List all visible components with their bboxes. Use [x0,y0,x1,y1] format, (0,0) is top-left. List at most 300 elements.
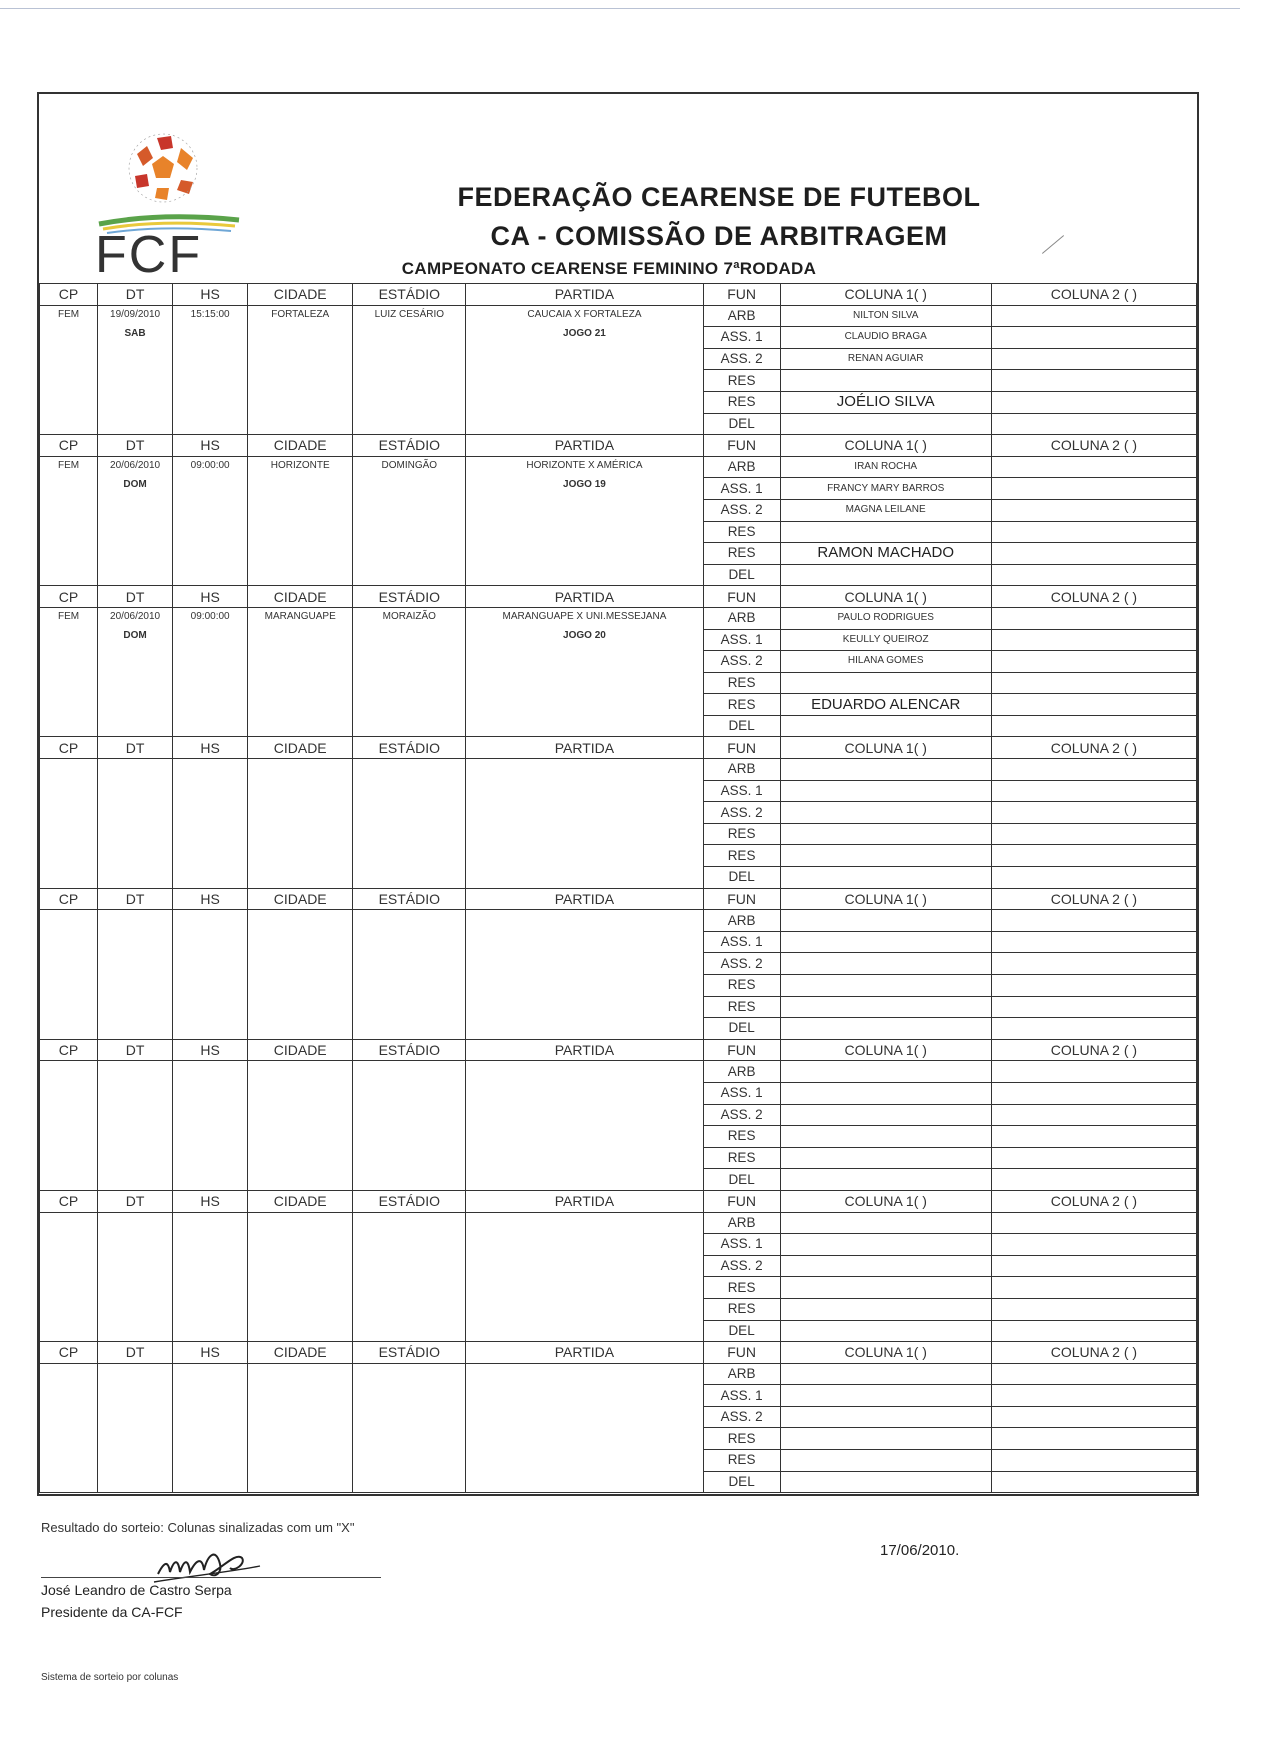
coluna2-cell [991,1212,1196,1234]
game-estadio-cell [353,1363,466,1493]
game-hs-cell [173,1363,248,1493]
col-header-coluna1: COLUNA 1( ) [780,737,991,759]
function-label: ASS. 1 [703,1234,780,1256]
official-name [780,780,991,802]
competition-title: CAMPEONATO CEARENSE FEMININO 7ªRODADA [401,259,817,278]
game-cidade: FORTALEZA [271,308,330,320]
col-header-fun: FUN [703,1190,780,1212]
game-dt-cell [98,1212,173,1342]
block-header-row [40,1190,1197,1212]
coluna2-cell [991,759,1196,781]
official-name [780,1428,991,1450]
game-hs-cell [173,607,248,737]
col-header-estadio: ESTÁDIO [353,435,466,457]
col-header-cp: CP [40,737,98,759]
coluna2-cell [991,370,1196,392]
game-hs-cell [173,1061,248,1191]
game-estadio-cell [353,1061,466,1191]
coluna2-cell [991,910,1196,932]
game-cidade-cell [248,1212,353,1342]
coluna2-cell [991,629,1196,651]
col-header-cp: CP [40,888,98,910]
game-cp-cell [40,1061,98,1191]
logo-text: FCF [95,226,203,276]
coluna2-cell [991,413,1196,435]
coluna2-cell [991,1061,1196,1083]
block-header-row [40,737,1197,759]
function-label: ARB [703,759,780,781]
game-dt-cell [98,305,173,435]
function-label: ASS. 1 [703,1385,780,1407]
col-header-cidade: CIDADE [248,284,353,306]
col-header-coluna1: COLUNA 1( ) [780,586,991,608]
block-header-row [40,1342,1197,1364]
coluna2-cell [991,543,1196,565]
col-header-partida: PARTIDA [466,1190,703,1212]
official-name: MAGNA LEILANE [780,499,991,521]
game-hs: 15:15:00 [190,308,230,320]
referee-schedule-table [39,283,1197,1493]
game-cp-cell [40,1212,98,1342]
official-name [780,413,991,435]
col-header-hs: HS [173,586,248,608]
col-header-dt: DT [98,1190,173,1212]
col-header-hs: HS [173,1039,248,1061]
official-row [40,1212,1197,1234]
coluna2-cell [991,1428,1196,1450]
coluna2-cell [991,1255,1196,1277]
official-name [780,931,991,953]
game-partida-cell [466,1363,703,1493]
official-name: EDUARDO ALENCAR [780,694,991,716]
coluna2-cell [991,953,1196,975]
col-header-estadio: ESTÁDIO [353,737,466,759]
coluna2-cell [991,564,1196,586]
game-estadio: LUIZ CESÁRIO [374,308,445,320]
game-dt-cell [98,759,173,889]
official-row [40,759,1197,781]
game-dt-cell [98,1061,173,1191]
game-cidade-cell [248,456,353,586]
col-header-partida: PARTIDA [466,1342,703,1364]
col-header-coluna2: COLUNA 2 ( ) [991,737,1196,759]
game-cidade-cell [248,1363,353,1493]
function-label: ASS. 2 [703,953,780,975]
game-estadio-cell [353,607,466,737]
official-name [780,1082,991,1104]
function-label: RES [703,1428,780,1450]
coluna2-cell [991,1298,1196,1320]
function-label: DEL [703,1471,780,1493]
col-header-coluna1: COLUNA 1( ) [780,1190,991,1212]
game-hs-cell [173,1212,248,1342]
col-header-cidade: CIDADE [248,888,353,910]
col-header-estadio: ESTÁDIO [353,1342,466,1364]
coluna2-cell [991,1104,1196,1126]
col-header-cp: CP [40,586,98,608]
col-header-coluna1: COLUNA 1( ) [780,1342,991,1364]
col-header-cidade: CIDADE [248,586,353,608]
function-label: RES [703,996,780,1018]
game-cp-cell [40,910,98,1040]
document-header [39,94,1197,284]
official-name [780,802,991,824]
game-dt: 19/09/2010 [110,308,161,320]
game-cidade-cell [248,910,353,1040]
coluna2-cell [991,1126,1196,1148]
game-day: DOM [123,478,147,490]
function-label: ASS. 2 [703,499,780,521]
col-header-coluna2: COLUNA 2 ( ) [991,284,1196,306]
function-label: ARB [703,1363,780,1385]
col-header-cp: CP [40,1190,98,1212]
coluna2-cell [991,823,1196,845]
block-header-row [40,888,1197,910]
official-row [40,1061,1197,1083]
col-header-fun: FUN [703,1342,780,1364]
col-header-hs: HS [173,737,248,759]
game-dt-cell [98,607,173,737]
col-header-cp: CP [40,1039,98,1061]
col-header-estadio: ESTÁDIO [353,586,466,608]
col-header-dt: DT [98,737,173,759]
official-row [40,305,1197,327]
official-name: CLAUDIO BRAGA [780,327,991,349]
col-header-partida: PARTIDA [466,435,703,457]
official-name: HILANA GOMES [780,651,991,673]
official-name [780,1450,991,1472]
col-header-partida: PARTIDA [466,586,703,608]
col-header-partida: PARTIDA [466,284,703,306]
col-header-fun: FUN [703,284,780,306]
game-cp: FEM [57,610,80,622]
block-header-row [40,1039,1197,1061]
official-row [40,1363,1197,1385]
col-header-hs: HS [173,888,248,910]
game-estadio-cell [353,456,466,586]
coluna2-cell [991,1363,1196,1385]
game-number: JOGO 20 [563,629,606,641]
game-cp: FEM [57,459,80,471]
function-label: RES [703,543,780,565]
function-label: RES [703,1450,780,1472]
game-partida-cell [466,456,703,586]
coluna2-cell [991,931,1196,953]
function-label: RES [703,975,780,997]
coluna2-cell [991,780,1196,802]
col-header-cidade: CIDADE [248,737,353,759]
official-name [780,975,991,997]
official-name [780,1320,991,1342]
game-hs-cell [173,456,248,586]
col-header-partida: PARTIDA [466,1039,703,1061]
col-header-partida: PARTIDA [466,888,703,910]
game-cidade: HORIZONTE [270,459,330,471]
scan-top-line [0,8,1240,9]
col-header-hs: HS [173,284,248,306]
official-name [780,953,991,975]
col-header-fun: FUN [703,737,780,759]
official-name [780,564,991,586]
col-header-dt: DT [98,586,173,608]
col-header-cidade: CIDADE [248,1039,353,1061]
col-header-dt: DT [98,435,173,457]
col-header-cidade: CIDADE [248,1342,353,1364]
game-cp-cell [40,305,98,435]
function-label: ASS. 2 [703,348,780,370]
official-name: IRAN ROCHA [780,456,991,478]
function-label: ASS. 2 [703,802,780,824]
function-label: RES [703,1126,780,1148]
game-hs: 09:00:00 [190,610,230,622]
block-header-row [40,284,1197,306]
game-hs-cell [173,759,248,889]
game-partida: HORIZONTE X AMÉRICA [526,459,643,471]
draw-result-note: Resultado do sorteio: Colunas sinalizadas com um "X" [41,1520,355,1535]
function-label: DEL [703,1320,780,1342]
col-header-coluna1: COLUNA 1( ) [780,1039,991,1061]
coluna2-cell [991,1169,1196,1191]
official-name [780,1018,991,1040]
col-header-cp: CP [40,284,98,306]
coluna2-cell [991,1018,1196,1040]
official-name [780,1255,991,1277]
commission-subtitle: CA - COMISSÃO DE ARBITRAGEM [490,221,948,251]
function-label: RES [703,391,780,413]
col-header-partida: PARTIDA [466,737,703,759]
col-header-cp: CP [40,1342,98,1364]
col-header-dt: DT [98,888,173,910]
coluna2-cell [991,499,1196,521]
coluna2-cell [991,672,1196,694]
function-label: RES [703,1277,780,1299]
game-cp-cell [40,607,98,737]
game-cidade-cell [248,759,353,889]
function-label: RES [703,845,780,867]
col-header-cidade: CIDADE [248,1190,353,1212]
coluna2-cell [991,348,1196,370]
game-estadio-cell [353,759,466,889]
game-dt: 20/06/2010 [110,610,161,622]
block-header-row [40,586,1197,608]
game-cidade-cell [248,305,353,435]
coluna2-cell [991,1082,1196,1104]
game-number: JOGO 19 [563,478,606,490]
official-name [780,521,991,543]
function-label: ARB [703,910,780,932]
coluna2-cell [991,1385,1196,1407]
function-label: ASS. 2 [703,1255,780,1277]
col-header-coluna2: COLUNA 2 ( ) [991,888,1196,910]
signer-role: Presidente da CA-FCF [41,1604,183,1620]
official-name: NILTON SILVA [780,305,991,327]
col-header-estadio: ESTÁDIO [353,888,466,910]
official-name [780,1212,991,1234]
function-label: DEL [703,715,780,737]
function-label: ASS. 1 [703,478,780,500]
game-dt-cell [98,910,173,1040]
col-header-estadio: ESTÁDIO [353,1039,466,1061]
coluna2-cell [991,1320,1196,1342]
function-label: RES [703,672,780,694]
game-partida-cell [466,910,703,1040]
game-partida: CAUCAIA X FORTALEZA [527,308,642,320]
function-label: ASS. 1 [703,1082,780,1104]
official-name: RENAN AGUIAR [780,348,991,370]
col-header-fun: FUN [703,586,780,608]
game-partida-cell [466,1212,703,1342]
function-label: RES [703,521,780,543]
official-name [780,910,991,932]
coluna2-cell [991,867,1196,889]
official-name: KEULLY QUEIROZ [780,629,991,651]
game-partida-cell [466,607,703,737]
official-name [780,759,991,781]
game-day: SAB [124,327,146,339]
official-name [780,1061,991,1083]
col-header-dt: DT [98,284,173,306]
function-label: ARB [703,1061,780,1083]
coluna2-cell [991,305,1196,327]
function-label: ARB [703,305,780,327]
official-name: PAULO RODRIGUES [780,607,991,629]
function-label: DEL [703,1169,780,1191]
function-label: RES [703,1298,780,1320]
function-label: DEL [703,867,780,889]
function-label: DEL [703,1018,780,1040]
col-header-hs: HS [173,435,248,457]
fcf-logo [91,116,251,276]
function-label: ASS. 1 [703,327,780,349]
coluna2-cell [991,456,1196,478]
coluna2-cell [991,607,1196,629]
function-label: RES [703,370,780,392]
col-header-fun: FUN [703,1039,780,1061]
coluna2-cell [991,996,1196,1018]
game-hs: 09:00:00 [190,459,230,471]
official-name: FRANCY MARY BARROS [780,478,991,500]
function-label: ARB [703,1212,780,1234]
col-header-hs: HS [173,1190,248,1212]
col-header-estadio: ESTÁDIO [353,1190,466,1212]
official-name [780,823,991,845]
game-day: DOM [123,629,147,641]
signer-name: José Leandro de Castro Serpa [41,1582,232,1598]
official-name [780,1104,991,1126]
coluna2-cell [991,715,1196,737]
function-label: ASS. 1 [703,931,780,953]
coluna2-cell [991,1471,1196,1493]
official-name [780,1298,991,1320]
official-name [780,715,991,737]
official-name [780,1385,991,1407]
game-cidade: MARANGUAPE [264,610,336,622]
col-header-estadio: ESTÁDIO [353,284,466,306]
official-row [40,910,1197,932]
game-cp-cell [40,759,98,889]
function-label: ASS. 1 [703,780,780,802]
block-header-row [40,435,1197,457]
game-dt-cell [98,1363,173,1493]
col-header-fun: FUN [703,888,780,910]
game-partida: MARANGUAPE X UNI.MESSEJANA [502,610,667,622]
official-row [40,456,1197,478]
col-header-coluna2: COLUNA 2 ( ) [991,435,1196,457]
function-label: ASS. 2 [703,1104,780,1126]
federation-title: FEDERAÇÃO CEARENSE DE FUTEBOL [457,182,981,212]
system-note: Sistema de sorteio por colunas [41,1672,179,1683]
function-label: ASS. 2 [703,1406,780,1428]
function-label: RES [703,823,780,845]
coluna2-cell [991,694,1196,716]
game-partida-cell [466,305,703,435]
official-row [40,607,1197,629]
game-cp: FEM [57,308,80,320]
coluna2-cell [991,1147,1196,1169]
game-dt: 20/06/2010 [110,459,161,471]
coluna2-cell [991,975,1196,997]
col-header-coluna1: COLUNA 1( ) [780,888,991,910]
col-header-coluna1: COLUNA 1( ) [780,435,991,457]
function-label: RES [703,694,780,716]
official-name [780,1169,991,1191]
function-label: ARB [703,456,780,478]
col-header-cidade: CIDADE [248,435,353,457]
official-name [780,1471,991,1493]
function-label: ARB [703,607,780,629]
game-number: JOGO 21 [563,327,606,339]
col-header-coluna2: COLUNA 2 ( ) [991,586,1196,608]
document-date: 17/06/2010. [880,1542,960,1559]
col-header-coluna2: COLUNA 2 ( ) [991,1342,1196,1364]
coluna2-cell [991,478,1196,500]
coluna2-cell [991,651,1196,673]
game-cidade-cell [248,1061,353,1191]
col-header-cp: CP [40,435,98,457]
game-hs-cell [173,910,248,1040]
game-estadio-cell [353,910,466,1040]
game-estadio-cell [353,1212,466,1342]
coluna2-cell [991,1450,1196,1472]
function-label: DEL [703,564,780,586]
col-header-fun: FUN [703,435,780,457]
function-label: ASS. 1 [703,629,780,651]
game-estadio-cell [353,305,466,435]
official-name [780,996,991,1018]
col-header-coluna1: COLUNA 1( ) [780,284,991,306]
official-name: RAMON MACHADO [780,543,991,565]
game-dt-cell [98,456,173,586]
col-header-coluna2: COLUNA 2 ( ) [991,1039,1196,1061]
game-cidade-cell [248,607,353,737]
official-name [780,370,991,392]
coluna2-cell [991,1277,1196,1299]
col-header-dt: DT [98,1039,173,1061]
function-label: DEL [703,413,780,435]
signature-line [41,1577,381,1578]
coluna2-cell [991,1234,1196,1256]
official-name [780,1147,991,1169]
game-cp-cell [40,456,98,586]
official-name [780,845,991,867]
official-name [780,1126,991,1148]
game-hs-cell [173,305,248,435]
official-name [780,1406,991,1428]
coluna2-cell [991,521,1196,543]
official-name [780,1277,991,1299]
game-estadio: DOMINGÃO [381,459,438,471]
official-name: JOÉLIO SILVA [780,391,991,413]
